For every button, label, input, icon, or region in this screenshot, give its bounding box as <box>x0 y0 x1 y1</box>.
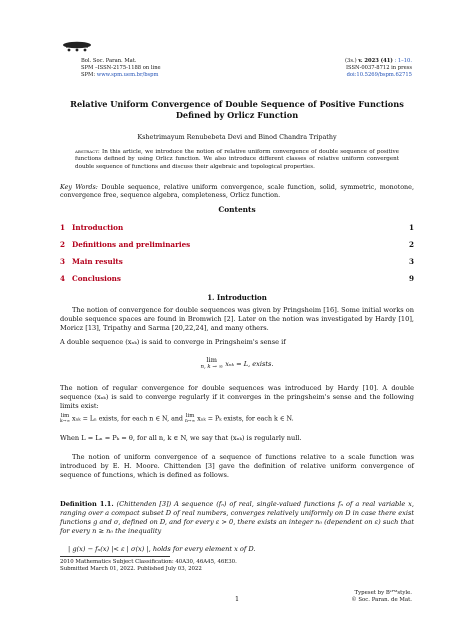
definition-inequality: | g(x) − fₙ(x) |< ε | σ(x) |, holds for every element x of D. <box>68 545 256 553</box>
toc-num: 1 <box>60 223 66 232</box>
copyright-line: © Soc. Paran. de Mat. <box>351 597 412 603</box>
toc-page: 3 <box>408 257 414 266</box>
authors: Kshetrimayum Renubebeta Devi and Binod Chandra Tripathy <box>137 133 337 141</box>
toc-num: 4 <box>60 274 66 283</box>
eq-lim-sub: n→∞ <box>184 419 196 424</box>
keywords-label: Key Words: <box>60 183 98 191</box>
journal-name: Bol. Soc. Paran. Mat. <box>81 58 137 64</box>
keywords-text: Double sequence, relative uniform convergence, scale function, solid, symmetric, monotone, convergence free, sequence algebra, completeness, Orlicz function. <box>60 183 414 200</box>
eq-rest: xₙₖ = L, exists. <box>225 360 274 368</box>
toc-label: Conclusions <box>72 274 121 283</box>
toc-label: Introduction <box>72 223 124 232</box>
definition-label: Definition 1.1. <box>60 500 114 508</box>
toc-num: 2 <box>60 240 66 249</box>
intro-paragraph-5: The notion of uniform convergence of a sequence of functions relative to a scale function was introduced by E. H. Moore. Chittenden [3] gave the definition of relative uniform convergence of sequence of functions, which is defined as follows. <box>60 453 414 479</box>
eq-lim: lim <box>206 356 218 364</box>
toc-label: Definitions and preliminaries <box>72 240 191 249</box>
paper-title: Relative Uniform Convergence of Double Sequence of Positive Functions Defined by Orlicz Function <box>70 99 404 120</box>
footnote-rule <box>60 556 170 557</box>
abstract-label: abstract: <box>75 149 100 155</box>
eq-lim: lim <box>185 413 195 419</box>
intro-paragraph-3: The notion of regular convergence for double sequences was introduced by Hardy [10]. A double sequence (xₙₖ) is said to converge regularly if it converges in the pringsheim's sense and the following limits exist: <box>60 384 414 410</box>
intro-paragraph-1: The notion of convergence for double sequences was given by Pringsheim [16]. Some initial works on double sequence spaces are found in Bromwich [2]. Later on the notion was investigated by Hardy [10], Moricz [13], Tripathy and Sarma [20,22,24], and many others. <box>60 306 414 332</box>
website-label: SPM: <box>81 72 97 79</box>
eq-lim: lim <box>60 413 70 419</box>
journal-logo <box>60 40 94 54</box>
eq-part-b: xₙₖ = Pₖ exists, for each k ∈ N. <box>197 415 294 423</box>
footnote <box>60 559 237 574</box>
msc-classification: 2010 Mathematics Subject Classification: 40A30, 46A45, 46E30. <box>60 559 237 565</box>
typeset-note <box>351 590 412 604</box>
definition-text: (Chittenden [3]) A sequence (fₙ) of real, single-valued functions fₙ of a real variable x, ranging over a compact subset D of real numbers, converges relatively uniformly on D in case there exist functions g and σ, defined on D, and for every ε > 0, there exists an integer n₀ (dependent on ε) such that for every n ≥ n₀ the inequality <box>60 500 414 535</box>
abstract <box>75 149 399 171</box>
abstract-text: In this article, we introduce the notion of relative uniform convergence of double sequence of positive functions defined by using Orlicz function. We also introduce different classes of relative uniform convergent double sequence of functions and discuss their algebraic and topological properties. <box>75 149 399 170</box>
page-number: 1 <box>234 595 240 603</box>
eq-part-a: xₙₖ = Lₙ exists, for each n ∈ N, and <box>72 415 183 423</box>
toc-num: 3 <box>60 257 66 266</box>
equation-regular <box>60 414 414 424</box>
issn-online: SPM –ISSN-2175-1188 on line <box>81 65 161 72</box>
website-link[interactable]: www.spm.uem.br/bspm <box>96 72 159 79</box>
contents-heading: Contents <box>218 205 256 214</box>
typeset-line: Typeset by Bˢᴾᴹstyle. <box>354 590 412 596</box>
toc-label: Main results <box>72 257 123 266</box>
keywords <box>60 183 414 200</box>
series: (3s.) <box>345 58 359 64</box>
submission-dates: Submitted March 01, 2022. Published July 03, 2022 <box>60 566 202 573</box>
volume: v. 2023 (41) <box>358 58 393 64</box>
intro-paragraph-4: When L = Lₙ = Pₖ = θ, for all n, k ∈ N, we say that (xₙₖ) is regularly null. <box>60 434 302 442</box>
toc-page: 2 <box>408 240 414 249</box>
section-heading-introduction: 1. Introduction <box>207 293 267 302</box>
issn-press: ISSN-0037-8712 in press <box>345 65 412 72</box>
definition-1-1 <box>60 500 414 536</box>
toc-page: 1 <box>408 223 414 232</box>
header-right <box>345 58 412 80</box>
equation-pringsheim <box>60 356 414 370</box>
doi-link[interactable]: doi:10.5269/bspm.62715 <box>346 72 412 79</box>
header-left <box>81 58 161 80</box>
toc-page: 9 <box>408 274 414 283</box>
eq-lim-sub: k→∞ <box>60 419 70 424</box>
eq-lim-sub: n, k → ∞ <box>200 364 224 370</box>
intro-paragraph-2: A double sequence (xₙₖ) is said to converge in Pringsheim's sense if <box>60 338 286 346</box>
pages: : 1–10. <box>392 58 412 64</box>
